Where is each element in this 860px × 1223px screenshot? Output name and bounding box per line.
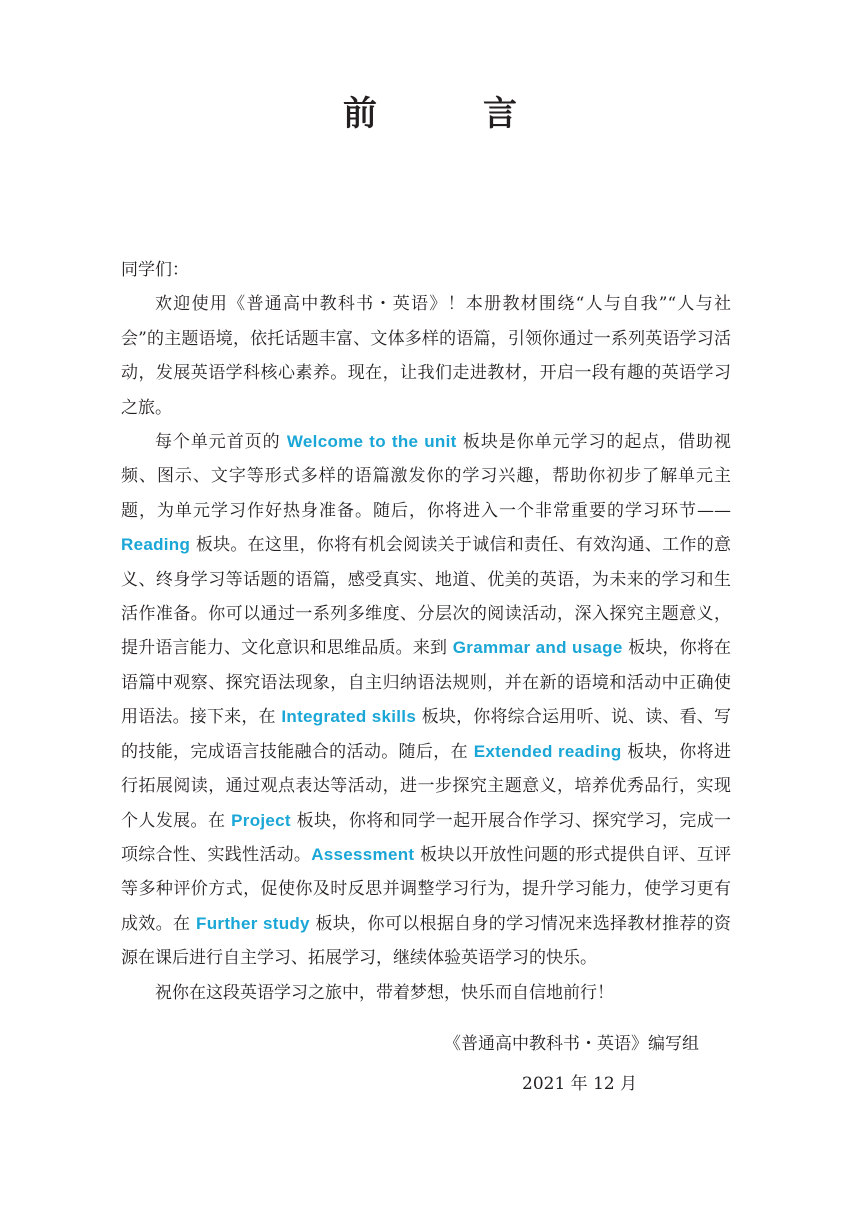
- text-segment: 板块，你将和同学一起开展合作学习、探究学习，完成一项综合性、实践性活动。: [121, 810, 732, 865]
- preface-body: [121, 253, 731, 1010]
- text-segment: 板块，你将进行拓展阅读，通过观点表达等活动，进一步探究主题意义，培养优秀品行，实现个人发展。在: [121, 741, 732, 831]
- text-segment: 板块以开放性问题的形式提供自评、互评等多种评价方式，促使你及时反思并调整学习行为，提升学习能力，使学习更有成效。在: [121, 844, 732, 934]
- text-segment: 每个单元首页的: [155, 432, 287, 453]
- text-segment: 板块，你将综合运用听、说、读、看、写的技能，完成语言技能融合的活动。随后，在: [121, 707, 731, 762]
- keyword-grammar-and-usage: Grammar and usage: [452, 638, 623, 658]
- signature: 《普通高中教科书・英语》编写组: [444, 1034, 699, 1054]
- keyword-reading: Reading: [121, 535, 191, 555]
- paragraph-sections: [121, 425, 731, 976]
- keyword-further-study: Further study: [196, 913, 310, 933]
- text-segment: 板块，你将在语篇中观察、探究语法现象，自主归纳语法规则，并在新的语境和活动中正确使用语法。接下来，在: [121, 638, 732, 728]
- paragraph-closing: 祝你在这段英语学习之旅中，带着梦想，快乐而自信地前行！: [155, 982, 614, 1003]
- text-segment: 板块是你单元学习的起点，借助视频、图示、文字等形式多样的语篇激发你的学习兴趣，帮助你初步了解单元主题，为单元学习作好热身准备。随后，你将进入一个非常重要的学习环节——: [121, 432, 731, 521]
- text-segment: 板块。在这里，你将有机会阅读关于诚信和责任、有效沟通、工作的意义、终身学习等话题的语篇，感受真实、地道、优美的英语，为未来的学习和生活作准备。你可以通过一系列多维度、分层次的阅读活动，深入探究主题意义，提升语言能力、文化意识和思维品质。来到: [121, 535, 731, 659]
- date: 2021 年 12 月: [522, 1074, 638, 1094]
- keyword-assessment: Assessment: [311, 844, 415, 864]
- salutation: 同学们：: [121, 260, 189, 280]
- text-segment: 板块，你可以根据自身的学习情况来选择教材推荐的资源在课后进行自主学习、拓展学习，继续体验英语学习的快乐。: [121, 913, 732, 969]
- keyword-extended-reading: Extended reading: [473, 741, 622, 761]
- page-title: 前 言: [343, 94, 553, 134]
- keyword-welcome-to-the-unit: Welcome to the unit: [286, 432, 457, 452]
- keyword-integrated-skills: Integrated skills: [281, 707, 417, 727]
- paragraph-intro: 欢迎使用《普通高中教科书・英语》！本册教材围绕“人与自我”“人与社会”的主题语境，依托话题丰富、文体多样的语篇，引领你通过一系列英语学习活动，发展英语学科核心素养。现在，让我们走进教材，开启一段有趣的英语学习之旅。: [121, 294, 731, 418]
- keyword-project: Project: [231, 810, 291, 830]
